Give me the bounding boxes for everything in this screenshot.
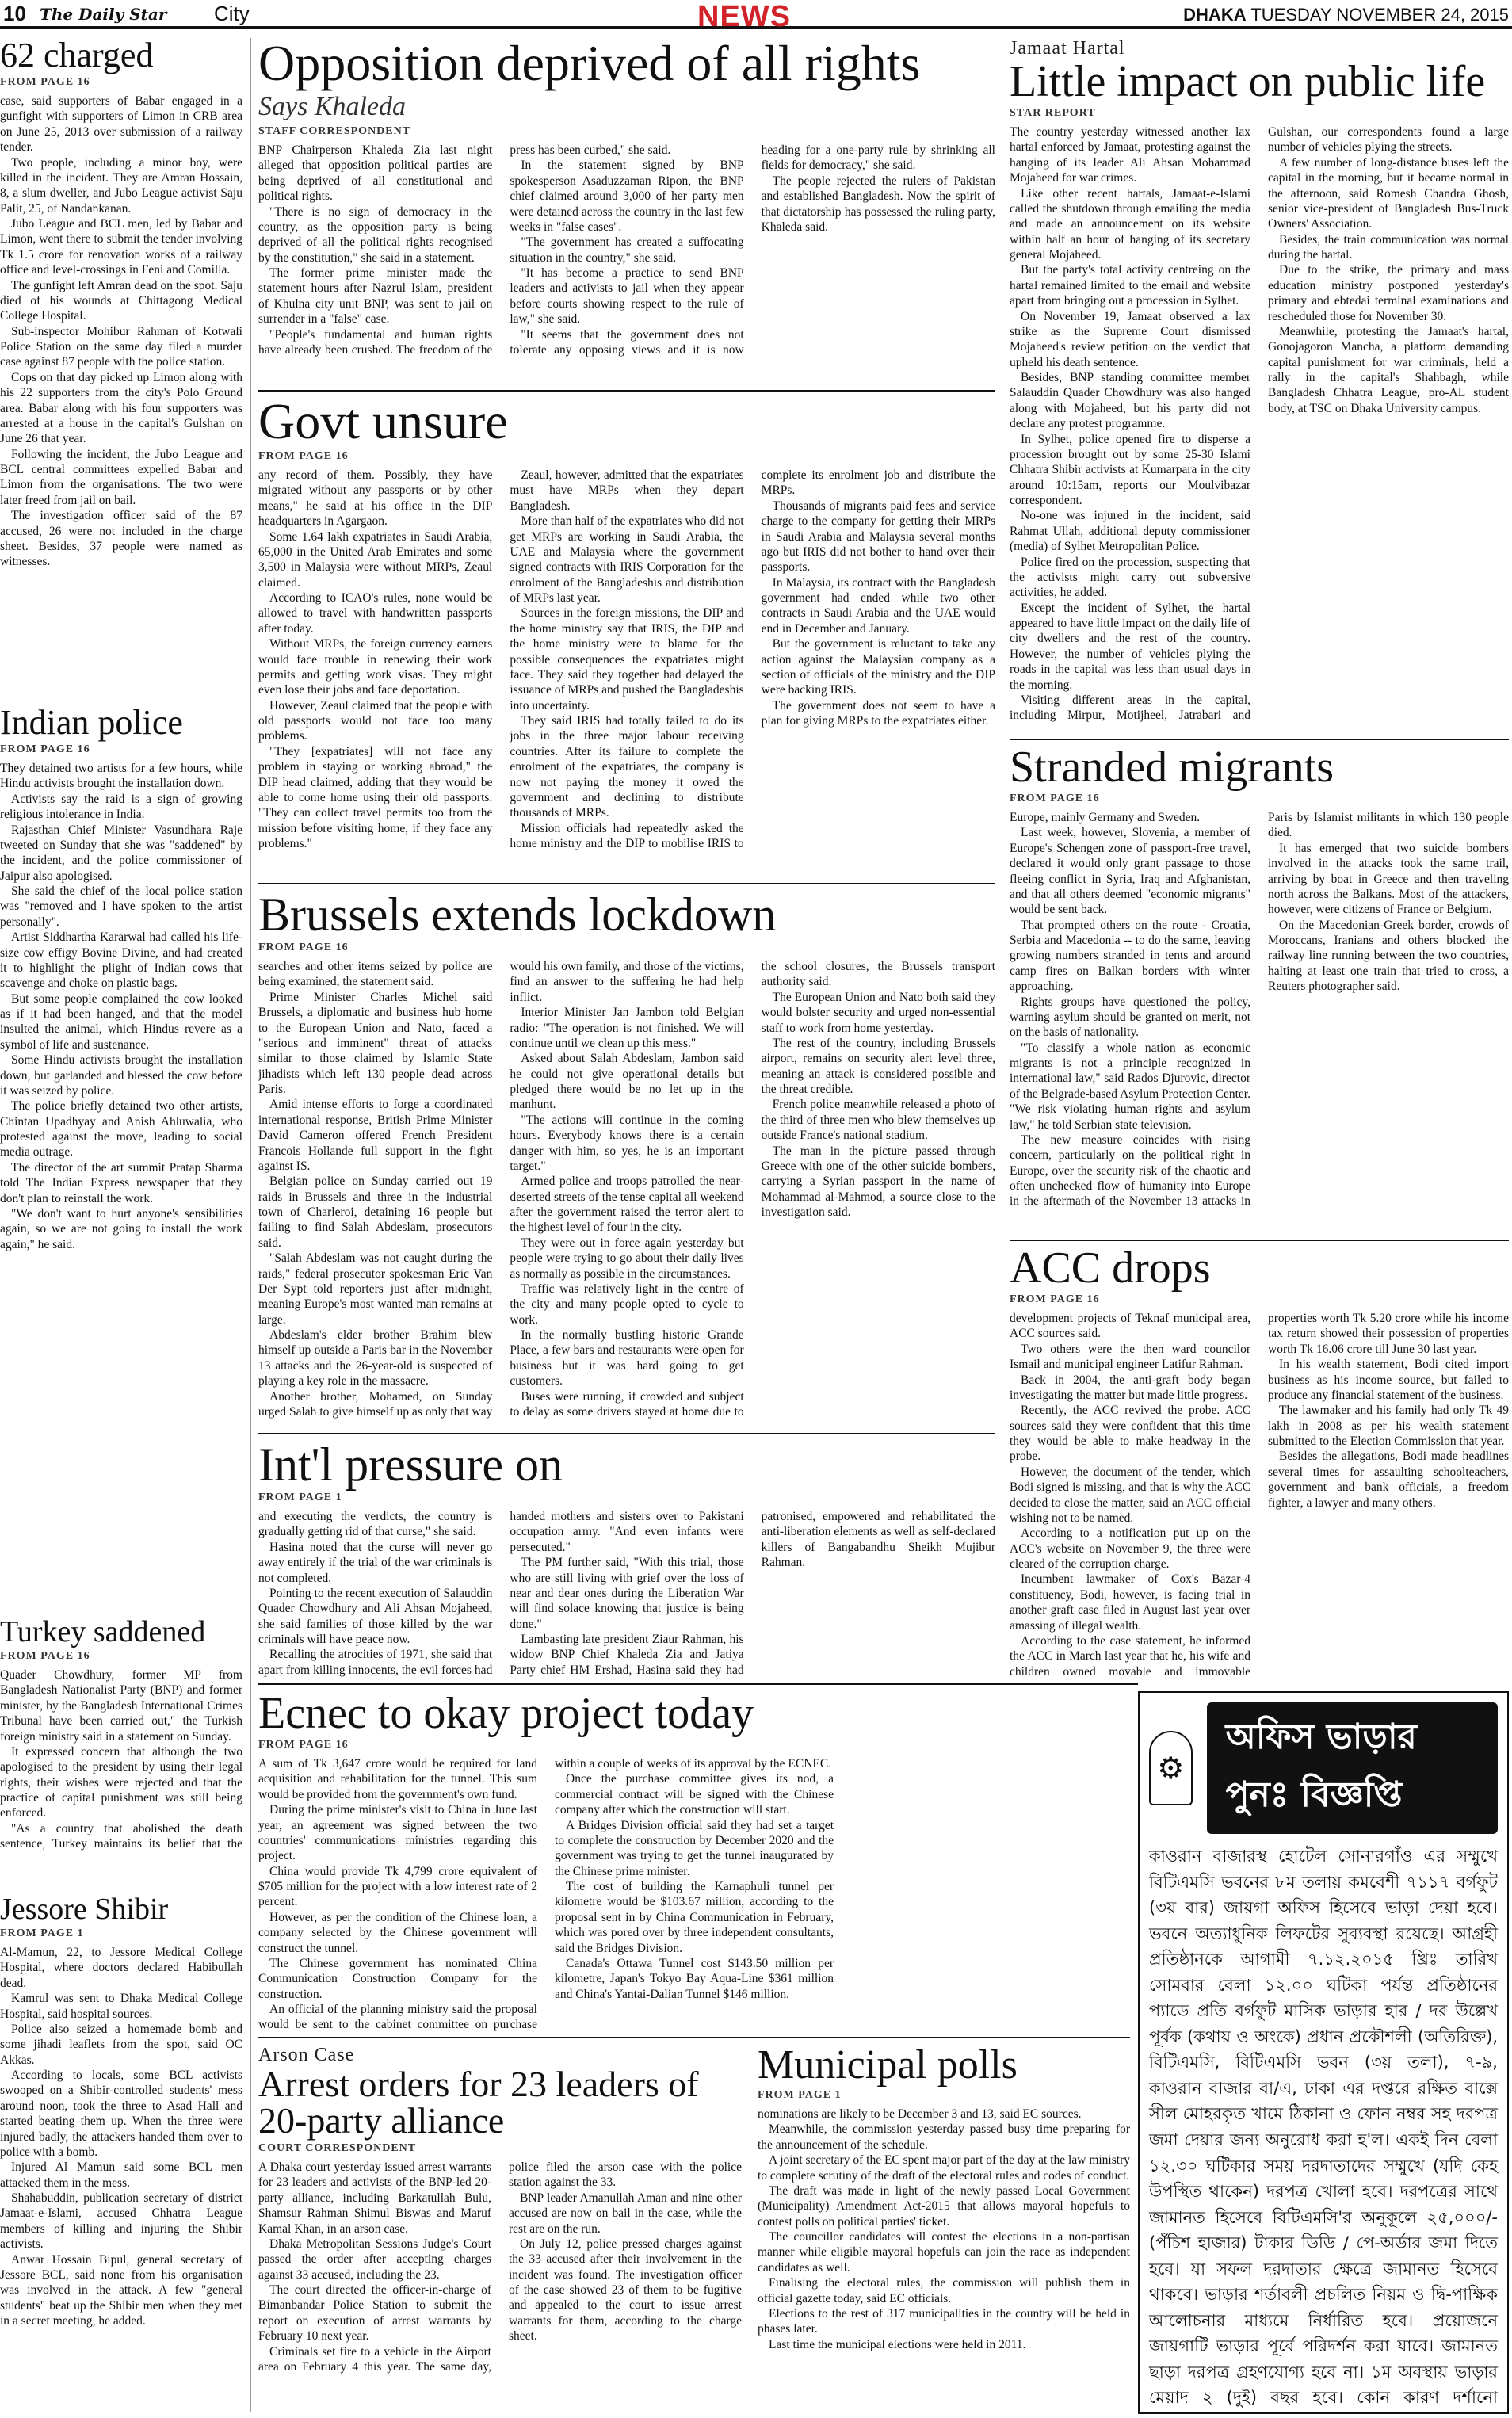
- story-paragraph: The police briefly detained two other artists, Chintan Upadhyay and Anish Ahluwalia, who protested against the move, leading to social media outrage.: [0, 1099, 242, 1159]
- story-paragraph: Asked about Salah Abdeslam, Jambon said he could not give operational details but pledged there would be no let up in the manhunt.: [510, 1052, 744, 1112]
- story-paragraph: The councillor candidates will contest the elections in a non-partisan manner while eligible mayoral hopefuls can join the race as independent candidates as well.: [758, 2230, 1130, 2275]
- story-paragraph: Criminals set fire to a vehicle in the Airport area on February 4 this year. The same day, police filed the arson case with the police station against the 33.: [258, 2160, 742, 2374]
- story-paragraph: "The government has created a suffocating situation in the country," she said.: [510, 235, 744, 265]
- story-paragraph: Without MRPs, the foreign currency earners would face trouble in renewing their work permits and getting work visas. They might even lose their jobs and face deportation.: [258, 637, 493, 697]
- story-paragraph: Last time the municipal elections were held in 2011.: [769, 2337, 1026, 2351]
- headline: Int'l pressure on: [258, 1441, 563, 1491]
- story-divider: [1010, 739, 1509, 740]
- story-paragraph: Al-Mamun, 22, to Jessore Medical College Hospital, where doctors declared Habibullah dead.: [0, 1946, 242, 1990]
- tender-advertisement: [1138, 1691, 1509, 2414]
- story-paragraph: They were out in force again yesterday but people were trying to go about their daily lives as normally as possible in the circumstances.: [510, 1236, 744, 1281]
- story-paragraph: An official of the planning ministry said the proposal would be sent to the cabinet committee on purchase within a couple of weeks of its approval by the ECNEC.: [258, 1757, 832, 2032]
- story-paragraph: According to ICAO's rules, none would be allowed to travel with handwritten passports after today.: [258, 591, 493, 636]
- story-paragraph: The country yesterday witnessed another lax hartal enforced by Jamaat, protesting against the hanging of its leader Ali Ahsan Mohammad Mojaheed for war crimes.: [1010, 125, 1250, 185]
- story-paragraph: Besides, the train communication was normal during the hartal.: [1268, 232, 1509, 262]
- story-paragraph: Like other recent hartals, Jamaat-e-Islami called the shutdown through emailing the media and made an announcement on its website within half an hour of hanging of its secretary general Mojaheed.: [1010, 186, 1250, 262]
- story-paragraph: Buses were running, if crowded and subject to delay as some drivers stayed at home due to the school closures, the Brussels transport authority said.: [510, 960, 995, 1419]
- story-paragraph: "Salah Abdeslam was not caught during the raids," federal prosecutor spokesman Eric Van Der Sypt told reporters just after midnight, meaning Europe's most wanted man remains at large.: [258, 1251, 493, 1327]
- story-paragraph: In the statement signed by BNP spokesperson Asaduzzaman Ripon, the BNP chief claimed around 3,000 of her party men were detained across the country in the last few weeks in "false cases".: [510, 159, 744, 234]
- story-body: [1010, 124, 1509, 735]
- story-paragraph: It has emerged that two suicide bombers involved in the attacks took the same trail, arriving by boat in Greece and then traveling north across the Balkans. Most of the attackers, however, were citizens of France or Belgium.: [1268, 841, 1509, 917]
- story-intl-pressure: [258, 1441, 995, 1679]
- story-paragraph: According to a notification put up on the ACC's website on November 9, the three were cleared of the corruption charge.: [1010, 1526, 1250, 1571]
- headline: Turkey saddened: [0, 1617, 206, 1648]
- story-paragraph: Police fired on the procession, suspecting that the activists might carry out subversive activities, he added.: [1010, 555, 1250, 600]
- story-paragraph: They detained two artists for a few hours, while Hindu activists brought the installation down.: [0, 762, 242, 791]
- story-paragraph: Hasina noted that the curse will never go away entirely if the trial of the war criminals is not completed.: [258, 1540, 493, 1585]
- story-body: [0, 761, 242, 1617]
- issue-date: [1183, 5, 1509, 25]
- story-body: [258, 143, 995, 372]
- story-paragraph: Two others were the then ward councilor Ismail and municipal engineer Latifur Rahman.: [1010, 1342, 1250, 1372]
- story-municipal-polls: [758, 2045, 1130, 2414]
- story-paragraph: Elections to the rest of 317 municipalities in the country will be held in phases later.: [758, 2306, 1130, 2336]
- story-paragraph: Traffic was relatively light in the centre of the city and many people opted to cycle to work.: [510, 1282, 744, 1327]
- story-paragraph: In his wealth statement, Bodi cited import business as his income source, but failed to produce any financial statement of the business.: [1268, 1358, 1509, 1402]
- from-page: FROM PAGE 16: [0, 743, 90, 755]
- story-paragraph: Rights groups have questioned the policy, warning asylum should be granted on merit, not on the basis of nationality.: [1010, 995, 1250, 1040]
- story-stranded-migrants: [1010, 745, 1509, 1236]
- story-62-charged: [0, 38, 242, 702]
- story-paragraph: Finalising the electoral rules, the commission will publish them in official gazette today, said EC officials.: [758, 2276, 1130, 2305]
- from-page: FROM PAGE 16: [258, 450, 349, 462]
- story-paragraph: Police also seized a homemade bomb and some jihadi leaflets from the spot, said OC Akkas.: [0, 2022, 242, 2067]
- story-paragraph: In Sylhet, police opened fire to disperse a procession brought out by some 25-30 Islami Chhatra Shibir activists at Kumarpara in the city around 10:15am, reports our Moulvibazar correspondent.: [1010, 432, 1250, 507]
- story-paragraph: "People's fundamental and human rights have already been crushed. The freedom of the press has been curbed," she said.: [258, 143, 671, 357]
- story-paragraph: Lambasting late president Ziaur Rahman, his widow BNP Chief Khaleda Zia and Jatiya Party chief HM Ershad, Hasina said they had patronised, empowered and rehabilitated the anti-liberation elements as well as self-declared killers of Bangabandhu Sheikh Mujibur Rahman.: [510, 1510, 995, 1677]
- story-paragraph: On November 19, Jamaat observed a lax strike as the Supreme Court dismissed Mojaheed's review petition on the verdict that upheld his death sentence.: [1010, 309, 1250, 369]
- story-paragraph: The gunfight left Amran dead on the spot. Saju died of his wounds at Chittagong Medical College Hospital.: [0, 278, 242, 323]
- story-paragraph: Meanwhile, the commission yesterday passed busy time preparing for the announcement of the schedule.: [758, 2122, 1130, 2152]
- story-paragraph: Activists say the raid is a sign of growing religious intolerance in India.: [0, 792, 242, 822]
- story-paragraph: Following the incident, the Jubo League and BCL central committees expelled Babar and Limon from the organisations. The two were later freed from jail on bail.: [0, 447, 242, 507]
- story-paragraph: BNP leader Amanullah Aman and nine other accused are now on bail in the case, while the rest are on the run.: [509, 2191, 742, 2236]
- headline: ACC drops: [1010, 1246, 1211, 1293]
- story-paragraph: Interior Minister Jan Jambon told Belgian radio: "The operation is not finished. We will continue until we clean up this mess.": [510, 1006, 744, 1050]
- from-page: FROM PAGE 16: [258, 1739, 349, 1751]
- story-paragraph: More than half of the expatriates who did not get MRPs are working in Saudi Arabia, the UAE and Malaysia where the government signed contracts with IRIS Corporation for the enrolment of the Bangladeshis and distribution of MRPs last year.: [510, 514, 744, 605]
- byline: COURT CORRESPONDENT: [258, 2142, 417, 2154]
- headline: Brussels extends lockdown: [258, 891, 777, 941]
- story-paragraph: A few number of long-distance buses left the capital in the morning, but it became normal in the afternoon, said Romesh Chandra Ghosh, senior vice-president of Bangladesh Bus-Truck Owners' Association.: [1268, 155, 1509, 231]
- story-paragraph: However, as per the condition of the Chinese loan, a company selected by the Chinese government will construct the tunnel.: [258, 1910, 537, 1955]
- story-paragraph: any record of them. Possibly, they have migrated without any passports or by other means," he said at his office in the DIP headquarters in Agargaon.: [258, 468, 493, 529]
- story-paragraph: Shahabuddin, publication secretary of district Jamaat-e-Islami, accused Chhatra League members of killing and injuring the Shibir activists.: [0, 2191, 242, 2252]
- story-govt-unsure: [258, 396, 995, 880]
- story-body: [258, 1756, 1130, 2032]
- story-paragraph: Quader Chowdhury, former MP from Bangladesh Nationalist Party (BNP) and former minister, by the Bangladesh International Crimes Tribunal have been carried out," the Turkish foreign ministry said in a statement on Sunday.: [0, 1668, 242, 1744]
- advert-body: কাওরান বাজারস্থ হোটেল সোনারগাঁও এর সম্মুখে বিটিএমসি ভবনের ৮ম তলায় কমবেশী ৭১১৭ বর্গফুট (৩য় বার) জায়গা অফিস হিসেবে ভাড়া দেয়া হবে। ভবনে অত্যাধুনিক লিফটের সুব্যবস্থা রয়েছে। আগ্রহী প্রতিষ্ঠানকে আগামী ৭.১২.২০১৫ খ্রিঃ তারিখ সোমবার বেলা ১২.০০ ঘটিকা পর্যন্ত প্রতিষ্ঠানের প্যাডে প্রতি বর্গফুট মাসিক ভাড়ার হার / দর উল্লেখ পূর্বক (কথায় ও অংকে) প্রধান প্রকৌশলী (অতিরিক্ত), বিটিএমসি, বিটিএমসি ভবন (৩য় তলা), ৭-৯, কাওরান বাজার বা/এ, ঢাকা এর দপ্তরে রক্ষিত বাক্সে সীল মোহরকৃত খামে ঠিকানা ও ফোন নম্বর সহ দরপত্র জমা দেয়ার জন্য অনুরোধ করা হ'ল। একই দিন বেলা ১২.৩০ ঘটিকার সময় দরদাতাদের সম্মুখে (যদি কেহ উপস্থিত থাকেন) দরপত্র খোলা হবে। দরপত্রের সাথে জামানত হিসেবে বিটিএমসি'র অনুকূলে ২৫,০০০/- (পঁচিশ হাজার) টাকার ডিডি / পে-অর্ডার জমা দিতে হবে। যা সফল দরদাতার ক্ষেত্রে জামানত হিসেবে থাকবে। ভাড়ার শর্তাবলী প্রচলিত নিয়ম ও দ্বি-পাক্ষিক আলোচনার মাধ্যমে নির্ধারিত হবে। প্রয়োজনে জায়গাটি ভাড়ার পূর্বে পরিদর্শন করা যাবে। জামানত ছাড়া দরপত্র গ্রহণযোগ্য হবে না। ১ম অবস্থায় ভাড়ার মেয়াদ ২ (দুই) বছর হবে। কোন কারণ দর্শানো: [1149, 1847, 1498, 2408]
- story-paragraph: Another brother, Mohamed, on Sunday urged Salah to give himself up as only that way would his own family, and those of the victims, find an answer to the suffering he had help inflict.: [258, 960, 744, 1419]
- story-paragraph: Amid intense efforts to forge a coordinated international response, British Prime Minister David Cameron offered French President Francois Hollande full support in the fight against IS.: [258, 1098, 493, 1173]
- story-paragraph: A joint secretary of the EC spent major part of the day at the law ministry to complete scrutiny of the draft of the electoral rules and codes of conduct.: [758, 2153, 1130, 2183]
- newspaper-logo: The Daily Star: [40, 5, 167, 24]
- section-label: City: [214, 2, 250, 25]
- kicker: Arson Case: [258, 2045, 355, 2065]
- story-paragraph: But the party's total activity centreing on the hartal remained limited to the email and website apart from bringing out a procession in Sylhet.: [1010, 263, 1250, 308]
- story-paragraph: Thousands of migrants paid fees and service charge to the company for getting their MRPs in Saudi Arabia and Malaysia several months ago but IRIS did not bother to hand over their passports.: [761, 498, 995, 575]
- story-paragraph: On July 12, police pressed charges against the 33 accused after their involvement in the incident was found. The investigation officer of the case showed 23 of them to be fugitive and appealed to the court to issue arrest warrants for them, according to the charge sheet.: [509, 2237, 742, 2344]
- story-paragraph: The rest of the country, including Brussels airport, remains on security alert level three, meaning an attack is considered possible and the threat credible.: [761, 1036, 995, 1096]
- story-paragraph: "To classify a whole nation as economic migrants is not a principle recognized in international law," said Rados Djurovic, director of the Belgrade-based Asylum Protection Center. "We risk violating human rights and asylum law," he told Serbian state television.: [1010, 1041, 1250, 1132]
- story-paragraph: Pointing to the recent execution of Salauddin Quader Chowdhury and Ali Ahsan Mojaheed, she said families of those killed by the war criminals will have peace now.: [258, 1586, 493, 1646]
- story-paragraph: The man in the picture passed through Greece with one of the other suicide bombers, carrying a Syrian passport in the name of Mohammad al-Mahmod, a source close to the investigation said.: [761, 1144, 995, 1219]
- story-paragraph: In Malaysia, its contract with the Bangladesh government had ended while two other contracts in Saudi Arabia and the UAE would end in December and January.: [761, 575, 995, 636]
- story-paragraph: Once the purchase committee gives its nod, a commercial contract will be signed with the Chinese company after which the construction will start.: [555, 1772, 834, 1817]
- story-turkey-saddened: [0, 1617, 242, 1886]
- story-paragraph: They said IRIS had totally failed to do its jobs in the three major labour receiving countries. After its failure to complete the enrolment of the expatriates, the company is now not paying the money it owed the government and declining to distribute thousands of MRPs.: [510, 714, 744, 820]
- story-paragraph: Some Hindu activists brought the installation down, but garlanded and blessed the cow before it was seized by police.: [0, 1053, 242, 1098]
- from-page: FROM PAGE 16: [0, 1650, 90, 1662]
- from-page: FROM PAGE 16: [1010, 793, 1100, 804]
- headline: Municipal polls: [758, 2045, 1018, 2088]
- story-paragraph: The court directed the officer-in-charge of Bimanbandar Police Station to submit the report on execution of arrest warrants by February 10 next year.: [258, 2283, 491, 2344]
- story-paragraph: The European Union and Nato both said they would bolster security and urged non-essential staff to work from home yesterday.: [761, 990, 995, 1035]
- story-paragraph: Prime Minister Charles Michel said Brussels, a diplomatic and business hub home to the European Union and Nato, faced a "serious and imminent" threat of attacks similar to those claimed by Islamic State jihadists which left 130 people dead across Paris.: [258, 990, 493, 1096]
- from-page: FROM PAGE 16: [258, 942, 349, 953]
- byline: STAFF CORRESPONDENT: [258, 125, 411, 137]
- from-page: FROM PAGE 1: [758, 2089, 842, 2101]
- story-paragraph: Meanwhile, protesting the Jamaat's hartal, Gonojagoron Mancha, a platform demanding capital punishment for war criminals, held a rally in the capital's Shahbagh, while Bangladesh Chhatra League, pro-AL student body, at TSC on Dhaka University campus.: [1268, 324, 1509, 415]
- story-body: [758, 2107, 1130, 2414]
- story-paragraph: Europe, mainly Germany and Sweden.: [1010, 811, 1201, 824]
- story-body: [258, 1509, 995, 1679]
- story-brussels-lockdown: [258, 891, 995, 1430]
- story-paragraph: nominations are likely to be December 3 and 13, said EC sources.: [758, 2107, 1082, 2121]
- story-paragraph: searches and other items seized by police are being examined, the statement said.: [258, 960, 493, 989]
- story-paragraph: A Dhaka court yesterday issued arrest warrants for 23 leaders and activists of the BNP-led 20-party alliance, including Barkatullah Bulu, Shamsur Rahman Shimul Biswas and Maruf Kamal Khan, in an arson case.: [258, 2160, 491, 2236]
- story-paragraph: However, Zeaul claimed that the people with old passports would not face too many problems.: [258, 698, 493, 743]
- story-body: [0, 1945, 242, 2412]
- story-paragraph: Back in 2004, the anti-graft body began investigating the matter but made little progress.: [1010, 1373, 1250, 1402]
- story-paragraph: Recalling the atrocities of 1971, she said that apart from killing innocents, the evil forces had handed mothers and sisters over to Pakistani occupation army. "And even infants were persecuted.": [258, 1510, 744, 1677]
- story-paragraph: Kamrul was sent to Dhaka Medical College Hospital, said hospital sources.: [0, 1992, 242, 2021]
- story-paragraph: But the government is reluctant to take any action against the Malaysian company as a section of officials of the ministry and the DIP were backing IRIS.: [761, 637, 995, 697]
- story-paragraph: On the Macedonian-Greek border, crowds of Moroccans, Iranians and others blocked the railway line running between the two countries, halting at least one train that tried to cross, a Reuters photographer said.: [1268, 918, 1509, 994]
- story-paragraph: The Chinese government has nominated China Communication Construction Company for the construction.: [258, 1956, 537, 2001]
- from-page: FROM PAGE 1: [258, 1492, 342, 1503]
- story-divider: [1010, 1240, 1509, 1241]
- story-paragraph: The former prime minister made the statement hours after Nazrul Islam, president of Khulna city unit BNP, was sent to jail on surrender in a "false" case.: [258, 266, 493, 327]
- story-paragraph: The investigation officer said of the 87 accused, 26 were not included in the charge sheet. Besides, 37 people were named as witnesses.: [0, 509, 242, 569]
- story-paragraph: But some people complained the cow looked as if it had been hanged, and that the model insulted the animal, which Hindus revere as a symbol of life and sustenance.: [0, 991, 242, 1052]
- story-paragraph: Sources in the foreign missions, the DIP and the home ministry say that IRIS, the DIP and the home ministry were to blame for the possible consequences the expatriates might face. They said they together had delayed the issuance of MRPs and pushed the Bangladeshis into uncertainty.: [510, 606, 744, 712]
- story-paragraph: The government does not seem to have a plan for giving MRPs to the expatriates either.: [761, 698, 995, 728]
- story-paragraph: Recently, the ACC revived the probe. ACC sources said they were confident that this time they would be able to make headway in the probe.: [1010, 1404, 1250, 1464]
- deck: Says Khaleda: [258, 92, 407, 121]
- story-body: [258, 468, 995, 880]
- headline: Govt unsure: [258, 396, 508, 449]
- story-body: [0, 1667, 242, 1881]
- story-paragraph: Armed police and troops patrolled the near-deserted streets of the tense capital all weekend after the government raised the terror alert to the highest level of four in the city.: [510, 1175, 744, 1235]
- story-paragraph: Belgian police on Sunday carried out 19 raids in Brussels and three in the industrial town of Charleroi, detaining 16 people but failing to find Salah Abdeslam, prosecutors said.: [258, 1175, 493, 1250]
- from-page: FROM PAGE 16: [1010, 1293, 1100, 1305]
- story-paragraph: The people rejected the rulers of Pakistan and established Bangladesh. Now the spirit of that dictatorship has possessed the ruling party, Khaleda said.: [761, 174, 995, 234]
- story-paragraph: Due to the strike, the primary and mass education ministry postponed yesterday's primary and ebtedai terminal examinations and rescheduled those for November 30.: [1268, 263, 1509, 323]
- story-paragraph: According to the case statement, he informed the ACC in March last year that he, his wife and children owned movable and immovable properties worth Tk 5.20 crore while his income tax return showed their possession of properties worth Tk 16.06 crore till June 30 last year.: [1010, 1312, 1509, 1679]
- story-paragraph: However, the document of the tender, which Bodi signed is missing, and that is why the ACC decided to close the matter, said an ACC official wishing not to be named.: [1010, 1465, 1250, 1525]
- story-divider: [258, 2037, 1130, 2038]
- story-paragraph: Canada's Ottawa Tunnel cost $143.50 million per kilometre, Japan's Tokyo Bay Aqua-Line $361 million and China's Yantai-Dalian Tunnel $146 million.: [555, 1956, 834, 2001]
- story-opposition: [258, 38, 995, 387]
- story-divider: [258, 390, 995, 392]
- page-number: 10: [3, 2, 26, 25]
- story-paragraph: "It seems that the government does not tolerate any opposing views and it is now heading for a one-party rule by shrinking all fields for democracy," she said.: [510, 143, 995, 357]
- story-paragraph: Except the incident of Sylhet, the hartal appeared to have little impact on the daily life of city dwellers and the rest of the country. However, the number of vehicles plying the roads in the capital was less than usual days in the morning.: [1010, 601, 1250, 692]
- story-paragraph: "There is no sign of democracy in the country, as the opposition party is being deprived of all the political rights recognised by the constitution," she said in a statement.: [258, 204, 493, 265]
- story-paragraph: "They [expatriates] will not face any problem in staying or working abroad," the DIP head claimed, adding that they would be able to come home using their old passports. "They can collect travel permits too from the mission before visiting home, if they face any problems.": [258, 744, 493, 850]
- story-paragraph: In the normally bustling historic Grande Place, a few bars and restaurants were open for business but it was hard going to get customers.: [510, 1328, 744, 1389]
- story-body: [1010, 1311, 1509, 1682]
- news-label: NEWS: [697, 0, 791, 33]
- advert-header: [1149, 1702, 1498, 1834]
- story-paragraph: Abdeslam's elder brother Brahim blew himself up outside a Paris bar in the November 13 attacks and the 26-year-old is suspected of playing a key role in the massacre.: [258, 1328, 493, 1389]
- from-page: FROM PAGE 1: [0, 1927, 84, 1939]
- story-paragraph: The new measure coincides with rising concern, particularly on the political right in Europe, over the security risk of the chaotic and often unchecked flow of humanity into Europe in the aftermath of the November 13 attacks in Paris by Islamist militants in which 130 people died.: [1010, 811, 1509, 1209]
- story-paragraph: and executing the verdicts, the country is gradually getting rid of that curse," she said.: [258, 1510, 493, 1539]
- btcl-emblem-icon: ⚙: [1149, 1731, 1193, 1805]
- story-paragraph: "It has become a practice to send BNP leaders and activists to jail when they appear before courts showing respect to the rule of law," she said.: [510, 266, 744, 327]
- story-paragraph: The PM further said, "With this trial, those who are still living with grief over the loss of near and dear ones during the Liberation War will find solace knowing that justice is being done.": [510, 1556, 744, 1631]
- story-paragraph: Cops on that day picked up Limon along with his 22 supporters from the city's Polo Ground area. Babar along with his four supporters was arrested at a house in the capital's Gulshan on June 26 that year.: [0, 370, 242, 446]
- story-paragraph: "As a country that abolished the death sentence, Turkey maintains its belief that the: [0, 1821, 242, 1851]
- story-body: [258, 959, 995, 1430]
- story-paragraph: Zeaul, however, admitted that the expatriates must have MRPs when they depart Bangladesh.: [510, 468, 744, 513]
- story-paragraph: According to locals, some BCL activists swooped on a Shibir-controlled students' mess around noon, took the three to Asad Hall and started beating them up. When the three were injured badly, the attackers handed them over to police with a bomb.: [0, 2068, 242, 2159]
- story-paragraph: BNP Chairperson Khaleda Zia last night alleged that opposition political parties are being deprived of all constitutional and political rights.: [258, 143, 493, 204]
- story-paragraph: No-one was injured in the incident, said Rahmat Ullah, additional deputy commissioner (media) of Sylhet Metropolitan Police.: [1010, 509, 1250, 554]
- story-paragraph: case, said supporters of Babar engaged in a gunfight with supporters of Limon in CRB area on June 25, 2013 over submission of a railway tender.: [0, 94, 242, 155]
- story-paragraph: During the prime minister's visit to China in June last year, an agreement was signed between the two countries' communications ministries regarding this project.: [258, 1803, 537, 1863]
- story-divider: [258, 1683, 1138, 1685]
- story-ecnec: [258, 1691, 1130, 2032]
- story-paragraph: development projects of Teknaf municipal area, ACC sources said.: [1010, 1312, 1250, 1341]
- story-paragraph: Besides the allegations, Bodi made headlines several times for assaulting schoolteachers, government and bank officials, a freedom fighter, a lawyer and many others.: [1268, 1450, 1509, 1510]
- masthead: [0, 0, 1512, 33]
- kicker: Jamaat Hartal: [1010, 38, 1125, 59]
- story-paragraph: Sub-inspector Mohibur Rahman of Kotwali Police Station on the same day filed a murder case against 87 people with the police station.: [0, 324, 242, 369]
- story-paragraph: French police meanwhile released a photo of the third of three men who blew themselves up outside France's national stadium.: [761, 1098, 995, 1143]
- story-paragraph: Last week, however, Slovenia, a member of Europe's Schengen zone of passport-free travel, declared it would only grant passage to those fleeing conflict in Syria, Iraq and Afghanistan, and that all others deemed "economic migrants" would be sent back.: [1010, 826, 1250, 917]
- story-paragraph: The draft was made in light of the newly passed Local Government (Municipality) Amendment Act-2015 that allows mayoral hopefuls to contest polls on political parties' ticket.: [758, 2183, 1130, 2229]
- story-jessore-shibir: [0, 1894, 242, 2413]
- column-divider: [250, 38, 251, 2412]
- story-divider: [258, 883, 995, 884]
- story-body: [258, 2160, 742, 2397]
- headline: Jessore Shibir: [0, 1894, 169, 1926]
- date-text: TUESDAY NOVEMBER 24, 2015: [1250, 5, 1509, 25]
- story-paragraph: Artist Siddhartha Kararwal had called his life-size cow effigy Bovine Divine, and had created it to highlight the plight of Indian cows that scavenge and choke on plastic bags.: [0, 930, 242, 991]
- advert-title: অফিস ভাড়ার পুনঃ বিজ্ঞপ্তি: [1207, 1702, 1498, 1834]
- story-paragraph: The cost of building the Karnaphuli tunnel per kilometre would be $103.67 million, according to the proposal sent in by China Communication in February, which was pored over by three independent consultants, said the Bridges Division.: [555, 1880, 834, 1955]
- headline: Stranded migrants: [1010, 745, 1334, 792]
- story-paragraph: Visiting different areas in the capital, including Mirpur, Motijheel, Jatrabari and Gulshan, our correspondents found a large number of vehicles plying the streets.: [1010, 125, 1509, 723]
- story-acc-drops: [1010, 1246, 1509, 1682]
- story-paragraph: Two people, including a minor boy, were killed in the incident. They are Amran Hossain, 8, a slum dweller, and Jubo League activist Saju Palit, 25, of Nandankanan.: [0, 155, 242, 216]
- byline: STAR REPORT: [1010, 107, 1096, 119]
- story-paragraph: Mission officials had repeatedly asked the home ministry and the DIP to mobilise IRIS to complete its enrolment job and distribute the MRPs.: [510, 468, 995, 850]
- story-paragraph: China would provide Tk 4,799 crore equivalent of $705 million for the project with a low interest rate of 2 percent.: [258, 1864, 537, 1909]
- date-city: DHAKA: [1183, 5, 1247, 25]
- story-paragraph: A Bridges Division official said they had set a target to complete the construction by December 2020 and the government was trying to get the tunnel inaugurated by the Chinese prime minister.: [555, 1818, 834, 1878]
- story-paragraph: Besides, BNP standing committee member Salauddin Quader Chowdhury was also hanged along with Mojaheed, but his party did not declare any protest programme.: [1010, 371, 1250, 431]
- headline: Little impact on public life: [1010, 57, 1486, 106]
- story-body: [0, 94, 242, 696]
- story-paragraph: Injured Al Mamun said some BCL men attacked them in the mess.: [0, 2160, 242, 2190]
- story-paragraph: The lawmaker and his family had only Tk 49 lakh in 2008 as per his wealth statement submitted to the Election Commission that year.: [1268, 1404, 1509, 1448]
- story-jamaat-hartal: [1010, 38, 1509, 735]
- story-body: [1010, 810, 1509, 1236]
- story-paragraph: She said the chief of the local police station was "removed and I have spoken to the artist personally".: [0, 884, 242, 929]
- story-paragraph: Dhaka Metropolitan Sessions Judge's Court passed the order after accepting charges against 33 accused, including the 23.: [258, 2237, 491, 2282]
- story-paragraph: Rajasthan Chief Minister Vasundhara Raje tweeted on Sunday that she was "saddened" by the incident, and the police commissioner of Jaipur also apologised.: [0, 823, 242, 883]
- story-paragraph: The director of the art summit Pratap Sharma told The Indian Express newspaper that they don't plan to reinstall the work.: [0, 1160, 242, 1205]
- headline: Ecnec to okay project today: [258, 1691, 754, 1738]
- from-page: FROM PAGE 16: [0, 76, 90, 88]
- story-arson-case: [258, 2045, 742, 2414]
- story-paragraph: Anwar Hossain Bipul, general secretary of Jessore BCL, said none from his organisation was involved in the attack. A few "general students" beat up the Shibir men when they met in a secret meeting, he added.: [0, 2252, 242, 2328]
- story-paragraph: Incumbent lawmaker of Cox's Bazar-4 constituency, Bodi, however, is facing trial in another graft case filed in August last year over amassing of illegal wealth.: [1010, 1572, 1250, 1633]
- story-paragraph: "The actions will continue in the coming hours. Everybody knows there is a certain danger with him, so yes, he is an important target.": [510, 1113, 744, 1173]
- headline: 62 charged: [0, 38, 154, 74]
- story-paragraph: A sum of Tk 3,647 crore would be required for land acquisition and rehabilitation for the tunnel. This sum would be provided from the government's own fund.: [258, 1757, 537, 1801]
- story-paragraph: "We don't want to hurt anyone's sensibilities again, so we are not going to install the work again," he said.: [0, 1206, 242, 1251]
- headline: Indian police: [0, 705, 183, 742]
- story-paragraph: It expressed concern that although the two apologised to the president by using their legal rights, their wishes were rejected and that the practice of capital punishment was still being enforced.: [0, 1744, 242, 1820]
- story-paragraph: Jubo League and BCL men, led by Babar and Limon, went there to submit the tender involving Tk 1.5 crore for renovation works of a railway office and level-crossings in Feni and Comilla.: [0, 217, 242, 277]
- story-paragraph: That prompted others on the route - Croatia, Serbia and Macedonia -- to do the same, leaving growing numbers stranded in tents and around camp fires on Balkan borders with winter approaching.: [1010, 918, 1250, 994]
- headline: Opposition deprived of all rights: [258, 38, 921, 91]
- story-paragraph: Some 1.64 lakh expatriates in Saudi Arabia, 65,000 in the United Arab Emirates and some 3,500 in Malaysia were without MRPs, Zeaul claimed.: [258, 529, 493, 590]
- headline: Arrest orders for 23 leaders of 20-party alliance: [258, 2064, 699, 2141]
- story-divider: [258, 1433, 995, 1434]
